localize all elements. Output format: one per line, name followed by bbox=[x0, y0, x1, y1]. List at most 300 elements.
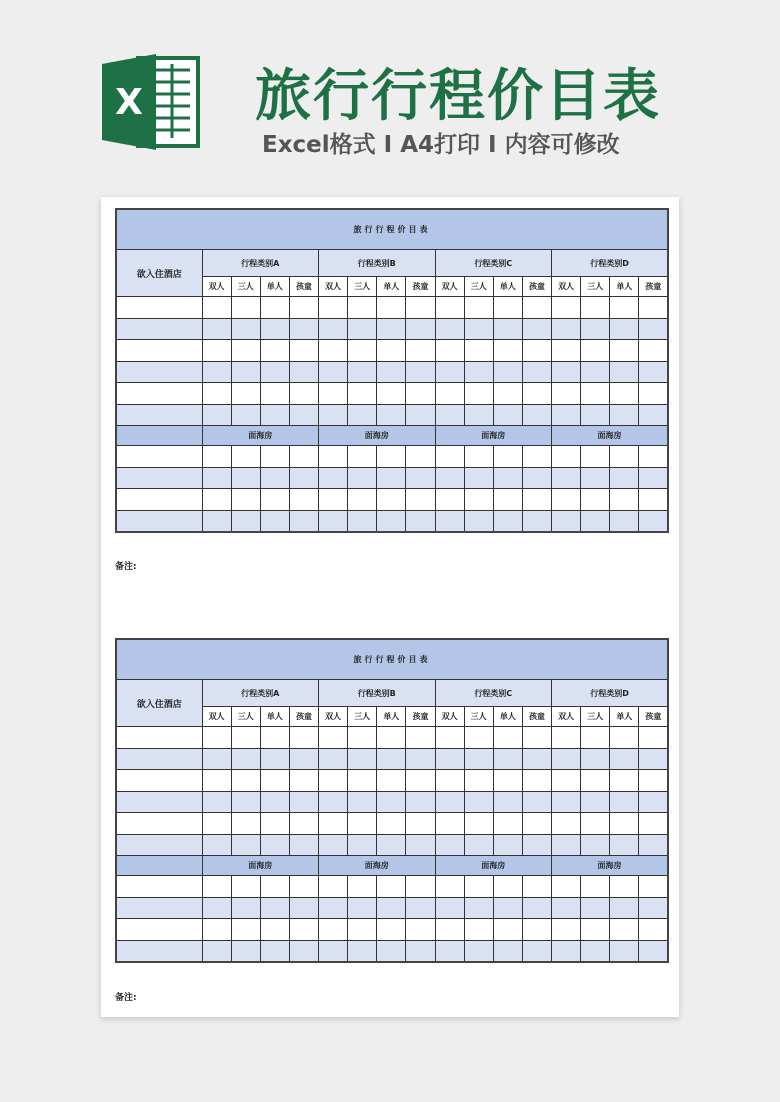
price-cell[interactable] bbox=[319, 510, 348, 532]
price-cell[interactable] bbox=[260, 834, 289, 856]
price-cell[interactable] bbox=[231, 361, 260, 383]
price-cell[interactable] bbox=[406, 361, 435, 383]
price-cell[interactable] bbox=[464, 340, 493, 362]
price-cell[interactable] bbox=[289, 748, 318, 770]
price-cell[interactable] bbox=[377, 489, 406, 511]
price-cell[interactable] bbox=[464, 727, 493, 749]
price-cell[interactable] bbox=[377, 727, 406, 749]
price-cell[interactable] bbox=[435, 318, 464, 340]
price-cell[interactable] bbox=[260, 876, 289, 898]
price-cell[interactable] bbox=[406, 297, 435, 319]
price-cell[interactable] bbox=[639, 318, 668, 340]
price-cell[interactable] bbox=[319, 876, 348, 898]
price-cell[interactable] bbox=[377, 834, 406, 856]
price-cell[interactable] bbox=[289, 813, 318, 835]
price-cell[interactable] bbox=[435, 791, 464, 813]
price-cell[interactable] bbox=[289, 404, 318, 426]
price-cell[interactable] bbox=[377, 919, 406, 941]
price-cell[interactable] bbox=[464, 404, 493, 426]
price-cell[interactable] bbox=[348, 383, 377, 405]
price-cell[interactable] bbox=[289, 791, 318, 813]
price-cell[interactable] bbox=[289, 340, 318, 362]
price-cell[interactable] bbox=[493, 318, 522, 340]
price-cell[interactable] bbox=[581, 897, 610, 919]
price-cell[interactable] bbox=[552, 748, 581, 770]
price-cell[interactable] bbox=[552, 791, 581, 813]
price-cell[interactable] bbox=[581, 791, 610, 813]
price-cell[interactable] bbox=[260, 770, 289, 792]
price-cell[interactable] bbox=[377, 748, 406, 770]
price-cell[interactable] bbox=[289, 446, 318, 468]
price-cell[interactable] bbox=[639, 361, 668, 383]
price-cell[interactable] bbox=[493, 297, 522, 319]
price-cell[interactable] bbox=[552, 727, 581, 749]
price-cell[interactable] bbox=[202, 813, 231, 835]
price-cell[interactable] bbox=[377, 813, 406, 835]
price-cell[interactable] bbox=[289, 897, 318, 919]
price-cell[interactable] bbox=[231, 340, 260, 362]
price-cell[interactable] bbox=[522, 510, 551, 532]
price-cell[interactable] bbox=[348, 340, 377, 362]
price-cell[interactable] bbox=[319, 383, 348, 405]
price-cell[interactable] bbox=[493, 404, 522, 426]
price-cell[interactable] bbox=[260, 748, 289, 770]
price-cell[interactable] bbox=[552, 834, 581, 856]
price-cell[interactable] bbox=[202, 919, 231, 941]
price-cell[interactable] bbox=[464, 446, 493, 468]
price-cell[interactable] bbox=[610, 813, 639, 835]
price-cell[interactable] bbox=[522, 489, 551, 511]
price-cell[interactable] bbox=[552, 510, 581, 532]
price-cell[interactable] bbox=[581, 297, 610, 319]
price-cell[interactable] bbox=[231, 919, 260, 941]
price-cell[interactable] bbox=[202, 467, 231, 489]
price-cell[interactable] bbox=[639, 297, 668, 319]
price-cell[interactable] bbox=[319, 489, 348, 511]
price-cell[interactable] bbox=[348, 446, 377, 468]
price-cell[interactable] bbox=[639, 940, 668, 962]
hotel-cell[interactable] bbox=[116, 340, 202, 362]
price-cell[interactable] bbox=[406, 940, 435, 962]
price-cell[interactable] bbox=[406, 318, 435, 340]
price-cell[interactable] bbox=[552, 897, 581, 919]
price-cell[interactable] bbox=[522, 318, 551, 340]
price-cell[interactable] bbox=[639, 340, 668, 362]
price-cell[interactable] bbox=[231, 404, 260, 426]
price-cell[interactable] bbox=[231, 467, 260, 489]
price-cell[interactable] bbox=[522, 727, 551, 749]
hotel-cell[interactable] bbox=[116, 791, 202, 813]
price-cell[interactable] bbox=[464, 876, 493, 898]
price-cell[interactable] bbox=[610, 940, 639, 962]
price-cell[interactable] bbox=[435, 510, 464, 532]
price-cell[interactable] bbox=[406, 748, 435, 770]
price-cell[interactable] bbox=[464, 489, 493, 511]
price-cell[interactable] bbox=[581, 834, 610, 856]
price-cell[interactable] bbox=[202, 897, 231, 919]
hotel-cell[interactable] bbox=[116, 318, 202, 340]
price-cell[interactable] bbox=[552, 383, 581, 405]
price-cell[interactable] bbox=[348, 318, 377, 340]
price-cell[interactable] bbox=[581, 489, 610, 511]
price-cell[interactable] bbox=[639, 727, 668, 749]
price-cell[interactable] bbox=[289, 297, 318, 319]
price-cell[interactable] bbox=[348, 834, 377, 856]
price-cell[interactable] bbox=[639, 770, 668, 792]
price-cell[interactable] bbox=[493, 727, 522, 749]
price-cell[interactable] bbox=[639, 919, 668, 941]
price-cell[interactable] bbox=[319, 467, 348, 489]
price-cell[interactable] bbox=[202, 340, 231, 362]
price-cell[interactable] bbox=[319, 727, 348, 749]
price-cell[interactable] bbox=[552, 446, 581, 468]
price-cell[interactable] bbox=[639, 383, 668, 405]
hotel-cell[interactable] bbox=[116, 510, 202, 532]
price-cell[interactable] bbox=[522, 383, 551, 405]
price-cell[interactable] bbox=[202, 791, 231, 813]
price-cell[interactable] bbox=[435, 813, 464, 835]
price-cell[interactable] bbox=[260, 791, 289, 813]
price-cell[interactable] bbox=[406, 770, 435, 792]
price-cell[interactable] bbox=[319, 361, 348, 383]
price-cell[interactable] bbox=[435, 876, 464, 898]
price-cell[interactable] bbox=[610, 791, 639, 813]
price-cell[interactable] bbox=[231, 727, 260, 749]
price-cell[interactable] bbox=[581, 446, 610, 468]
price-cell[interactable] bbox=[435, 340, 464, 362]
price-cell[interactable] bbox=[319, 297, 348, 319]
price-cell[interactable] bbox=[493, 897, 522, 919]
price-cell[interactable] bbox=[639, 897, 668, 919]
price-cell[interactable] bbox=[406, 919, 435, 941]
price-cell[interactable] bbox=[231, 876, 260, 898]
price-cell[interactable] bbox=[581, 727, 610, 749]
price-cell[interactable] bbox=[639, 404, 668, 426]
price-cell[interactable] bbox=[319, 446, 348, 468]
price-cell[interactable] bbox=[406, 404, 435, 426]
price-cell[interactable] bbox=[610, 340, 639, 362]
price-cell[interactable] bbox=[348, 510, 377, 532]
price-cell[interactable] bbox=[406, 876, 435, 898]
price-cell[interactable] bbox=[493, 770, 522, 792]
price-cell[interactable] bbox=[202, 361, 231, 383]
price-cell[interactable] bbox=[289, 318, 318, 340]
price-cell[interactable] bbox=[435, 919, 464, 941]
price-cell[interactable] bbox=[552, 489, 581, 511]
price-cell[interactable] bbox=[435, 446, 464, 468]
price-cell[interactable] bbox=[260, 727, 289, 749]
price-cell[interactable] bbox=[522, 340, 551, 362]
price-cell[interactable] bbox=[610, 318, 639, 340]
price-cell[interactable] bbox=[552, 340, 581, 362]
price-cell[interactable] bbox=[610, 876, 639, 898]
price-cell[interactable] bbox=[289, 940, 318, 962]
price-cell[interactable] bbox=[377, 510, 406, 532]
price-cell[interactable] bbox=[581, 813, 610, 835]
price-cell[interactable] bbox=[231, 446, 260, 468]
price-cell[interactable] bbox=[260, 446, 289, 468]
price-cell[interactable] bbox=[202, 770, 231, 792]
price-cell[interactable] bbox=[522, 813, 551, 835]
price-cell[interactable] bbox=[493, 467, 522, 489]
price-cell[interactable] bbox=[377, 446, 406, 468]
price-cell[interactable] bbox=[581, 770, 610, 792]
price-cell[interactable] bbox=[464, 297, 493, 319]
price-cell[interactable] bbox=[406, 489, 435, 511]
price-cell[interactable] bbox=[202, 510, 231, 532]
price-cell[interactable] bbox=[289, 489, 318, 511]
price-cell[interactable] bbox=[377, 876, 406, 898]
price-cell[interactable] bbox=[260, 467, 289, 489]
price-cell[interactable] bbox=[639, 446, 668, 468]
price-cell[interactable] bbox=[581, 383, 610, 405]
price-cell[interactable] bbox=[522, 834, 551, 856]
price-cell[interactable] bbox=[464, 813, 493, 835]
price-cell[interactable] bbox=[610, 770, 639, 792]
hotel-cell[interactable] bbox=[116, 876, 202, 898]
price-cell[interactable] bbox=[289, 919, 318, 941]
price-cell[interactable] bbox=[552, 318, 581, 340]
price-cell[interactable] bbox=[406, 446, 435, 468]
price-cell[interactable] bbox=[493, 813, 522, 835]
price-cell[interactable] bbox=[348, 489, 377, 511]
price-cell[interactable] bbox=[493, 748, 522, 770]
price-cell[interactable] bbox=[493, 919, 522, 941]
price-cell[interactable] bbox=[435, 404, 464, 426]
price-cell[interactable] bbox=[348, 770, 377, 792]
price-cell[interactable] bbox=[464, 940, 493, 962]
price-cell[interactable] bbox=[406, 834, 435, 856]
price-cell[interactable] bbox=[522, 897, 551, 919]
price-cell[interactable] bbox=[435, 467, 464, 489]
price-cell[interactable] bbox=[464, 748, 493, 770]
price-cell[interactable] bbox=[522, 748, 551, 770]
price-cell[interactable] bbox=[522, 919, 551, 941]
price-cell[interactable] bbox=[552, 467, 581, 489]
price-cell[interactable] bbox=[493, 489, 522, 511]
hotel-cell[interactable] bbox=[116, 813, 202, 835]
price-cell[interactable] bbox=[260, 919, 289, 941]
price-cell[interactable] bbox=[522, 467, 551, 489]
price-cell[interactable] bbox=[260, 383, 289, 405]
price-cell[interactable] bbox=[464, 919, 493, 941]
price-cell[interactable] bbox=[319, 919, 348, 941]
hotel-cell[interactable] bbox=[116, 748, 202, 770]
price-cell[interactable] bbox=[377, 361, 406, 383]
price-cell[interactable] bbox=[202, 940, 231, 962]
price-cell[interactable] bbox=[522, 361, 551, 383]
price-cell[interactable] bbox=[260, 510, 289, 532]
price-cell[interactable] bbox=[319, 748, 348, 770]
price-cell[interactable] bbox=[435, 489, 464, 511]
price-cell[interactable] bbox=[522, 770, 551, 792]
price-cell[interactable] bbox=[435, 727, 464, 749]
price-cell[interactable] bbox=[610, 727, 639, 749]
price-cell[interactable] bbox=[319, 770, 348, 792]
price-cell[interactable] bbox=[435, 361, 464, 383]
price-cell[interactable] bbox=[522, 791, 551, 813]
price-cell[interactable] bbox=[377, 340, 406, 362]
price-cell[interactable] bbox=[610, 919, 639, 941]
price-cell[interactable] bbox=[348, 404, 377, 426]
price-cell[interactable] bbox=[493, 340, 522, 362]
price-cell[interactable] bbox=[289, 361, 318, 383]
price-cell[interactable] bbox=[406, 383, 435, 405]
price-cell[interactable] bbox=[522, 940, 551, 962]
price-cell[interactable] bbox=[202, 446, 231, 468]
price-cell[interactable] bbox=[231, 940, 260, 962]
price-cell[interactable] bbox=[552, 919, 581, 941]
price-cell[interactable] bbox=[552, 876, 581, 898]
hotel-cell[interactable] bbox=[116, 446, 202, 468]
price-cell[interactable] bbox=[202, 834, 231, 856]
price-cell[interactable] bbox=[552, 361, 581, 383]
price-cell[interactable] bbox=[231, 897, 260, 919]
price-cell[interactable] bbox=[464, 770, 493, 792]
price-cell[interactable] bbox=[260, 897, 289, 919]
hotel-cell[interactable] bbox=[116, 919, 202, 941]
price-cell[interactable] bbox=[552, 770, 581, 792]
price-cell[interactable] bbox=[406, 467, 435, 489]
price-cell[interactable] bbox=[348, 813, 377, 835]
price-cell[interactable] bbox=[522, 446, 551, 468]
price-cell[interactable] bbox=[260, 404, 289, 426]
price-cell[interactable] bbox=[493, 834, 522, 856]
hotel-cell[interactable] bbox=[116, 467, 202, 489]
price-cell[interactable] bbox=[377, 791, 406, 813]
price-cell[interactable] bbox=[289, 467, 318, 489]
price-cell[interactable] bbox=[581, 340, 610, 362]
price-cell[interactable] bbox=[581, 467, 610, 489]
price-cell[interactable] bbox=[348, 361, 377, 383]
price-cell[interactable] bbox=[464, 834, 493, 856]
price-cell[interactable] bbox=[493, 791, 522, 813]
price-cell[interactable] bbox=[406, 727, 435, 749]
price-cell[interactable] bbox=[639, 813, 668, 835]
price-cell[interactable] bbox=[639, 791, 668, 813]
price-cell[interactable] bbox=[348, 748, 377, 770]
price-cell[interactable] bbox=[406, 813, 435, 835]
price-cell[interactable] bbox=[289, 834, 318, 856]
price-cell[interactable] bbox=[231, 383, 260, 405]
price-cell[interactable] bbox=[260, 318, 289, 340]
price-cell[interactable] bbox=[522, 404, 551, 426]
hotel-cell[interactable] bbox=[116, 727, 202, 749]
price-cell[interactable] bbox=[319, 404, 348, 426]
price-cell[interactable] bbox=[348, 940, 377, 962]
price-cell[interactable] bbox=[581, 919, 610, 941]
price-cell[interactable] bbox=[639, 467, 668, 489]
price-cell[interactable] bbox=[581, 510, 610, 532]
price-cell[interactable] bbox=[552, 940, 581, 962]
price-cell[interactable] bbox=[552, 404, 581, 426]
price-cell[interactable] bbox=[231, 297, 260, 319]
hotel-cell[interactable] bbox=[116, 361, 202, 383]
price-cell[interactable] bbox=[289, 510, 318, 532]
price-cell[interactable] bbox=[435, 834, 464, 856]
price-cell[interactable] bbox=[493, 361, 522, 383]
price-cell[interactable] bbox=[377, 467, 406, 489]
price-cell[interactable] bbox=[610, 446, 639, 468]
hotel-cell[interactable] bbox=[116, 770, 202, 792]
price-cell[interactable] bbox=[260, 813, 289, 835]
price-cell[interactable] bbox=[377, 897, 406, 919]
hotel-cell[interactable] bbox=[116, 383, 202, 405]
price-cell[interactable] bbox=[435, 748, 464, 770]
price-cell[interactable] bbox=[581, 876, 610, 898]
price-cell[interactable] bbox=[377, 940, 406, 962]
price-cell[interactable] bbox=[610, 404, 639, 426]
price-cell[interactable] bbox=[406, 340, 435, 362]
price-cell[interactable] bbox=[610, 383, 639, 405]
price-cell[interactable] bbox=[319, 834, 348, 856]
price-cell[interactable] bbox=[493, 446, 522, 468]
price-cell[interactable] bbox=[435, 770, 464, 792]
price-cell[interactable] bbox=[610, 834, 639, 856]
price-cell[interactable] bbox=[610, 297, 639, 319]
price-cell[interactable] bbox=[231, 813, 260, 835]
price-cell[interactable] bbox=[231, 318, 260, 340]
price-cell[interactable] bbox=[319, 791, 348, 813]
price-cell[interactable] bbox=[435, 940, 464, 962]
price-cell[interactable] bbox=[348, 727, 377, 749]
price-cell[interactable] bbox=[406, 510, 435, 532]
price-cell[interactable] bbox=[377, 383, 406, 405]
price-cell[interactable] bbox=[435, 383, 464, 405]
price-cell[interactable] bbox=[493, 940, 522, 962]
price-cell[interactable] bbox=[289, 727, 318, 749]
price-cell[interactable] bbox=[522, 297, 551, 319]
price-cell[interactable] bbox=[581, 404, 610, 426]
price-cell[interactable] bbox=[202, 383, 231, 405]
price-cell[interactable] bbox=[493, 876, 522, 898]
price-cell[interactable] bbox=[610, 489, 639, 511]
price-cell[interactable] bbox=[348, 876, 377, 898]
price-cell[interactable] bbox=[202, 876, 231, 898]
price-cell[interactable] bbox=[377, 297, 406, 319]
price-cell[interactable] bbox=[464, 361, 493, 383]
price-cell[interactable] bbox=[202, 748, 231, 770]
price-cell[interactable] bbox=[464, 467, 493, 489]
price-cell[interactable] bbox=[289, 876, 318, 898]
price-cell[interactable] bbox=[406, 897, 435, 919]
price-cell[interactable] bbox=[231, 489, 260, 511]
price-cell[interactable] bbox=[610, 467, 639, 489]
price-cell[interactable] bbox=[202, 727, 231, 749]
price-cell[interactable] bbox=[319, 813, 348, 835]
hotel-cell[interactable] bbox=[116, 489, 202, 511]
price-cell[interactable] bbox=[348, 467, 377, 489]
price-cell[interactable] bbox=[319, 940, 348, 962]
price-cell[interactable] bbox=[348, 897, 377, 919]
price-cell[interactable] bbox=[610, 361, 639, 383]
price-cell[interactable] bbox=[231, 834, 260, 856]
price-cell[interactable] bbox=[202, 318, 231, 340]
price-cell[interactable] bbox=[319, 318, 348, 340]
price-cell[interactable] bbox=[552, 297, 581, 319]
price-cell[interactable] bbox=[260, 940, 289, 962]
price-cell[interactable] bbox=[522, 876, 551, 898]
price-cell[interactable] bbox=[464, 383, 493, 405]
hotel-cell[interactable] bbox=[116, 404, 202, 426]
price-cell[interactable] bbox=[639, 510, 668, 532]
price-cell[interactable] bbox=[319, 897, 348, 919]
price-cell[interactable] bbox=[260, 297, 289, 319]
price-cell[interactable] bbox=[639, 834, 668, 856]
price-cell[interactable] bbox=[610, 897, 639, 919]
price-cell[interactable] bbox=[289, 770, 318, 792]
price-cell[interactable] bbox=[348, 919, 377, 941]
